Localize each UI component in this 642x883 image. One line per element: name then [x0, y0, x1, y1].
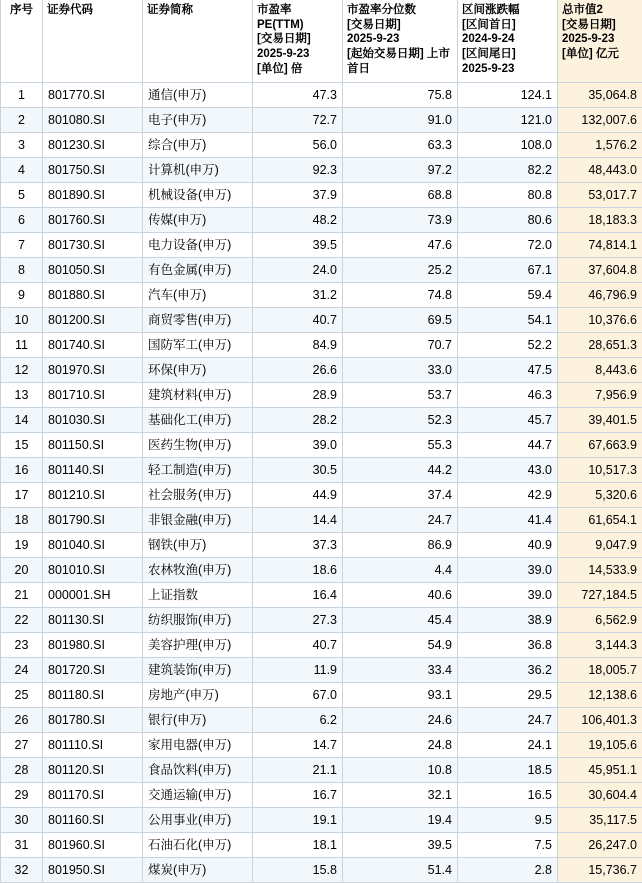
table-cell: 30,604.4	[558, 782, 642, 807]
table-cell: 基础化工(申万)	[143, 407, 253, 432]
table-cell: 15.8	[253, 857, 343, 882]
table-cell: 47.5	[458, 357, 558, 382]
table-cell: 15	[1, 432, 43, 457]
table-row	[1, 107, 642, 132]
table-cell: 46,796.9	[558, 282, 642, 307]
table-cell: 39.0	[253, 432, 343, 457]
table-cell: 67,663.9	[558, 432, 642, 457]
table-cell: 国防军工(申万)	[143, 332, 253, 357]
table-cell: 31.2	[253, 282, 343, 307]
table-cell: 801770.SI	[43, 82, 143, 107]
table-cell: 40.9	[458, 532, 558, 557]
table-cell: 52.2	[458, 332, 558, 357]
table-cell: 61,654.1	[558, 507, 642, 532]
table-cell: 石油石化(申万)	[143, 832, 253, 857]
table-cell: 54.1	[458, 307, 558, 332]
table-cell: 25	[1, 682, 43, 707]
table-cell: 67.0	[253, 682, 343, 707]
table-cell: 97.2	[343, 157, 458, 182]
table-cell: 8,443.6	[558, 357, 642, 382]
table-cell: 35,064.8	[558, 82, 642, 107]
table-cell: 40.6	[343, 582, 458, 607]
table-cell: 银行(申万)	[143, 707, 253, 732]
table-cell: 18.6	[253, 557, 343, 582]
table-cell: 37.9	[253, 182, 343, 207]
table-cell: 121.0	[458, 107, 558, 132]
table-cell: 27	[1, 732, 43, 757]
table-cell: 14.4	[253, 507, 343, 532]
table-cell: 27.3	[253, 607, 343, 632]
table-cell: 9,047.9	[558, 532, 642, 557]
table-cell: 45.4	[343, 607, 458, 632]
table-cell: 环保(申万)	[143, 357, 253, 382]
column-header-pe-percentile: 市盈率分位数 [交易日期] 2025-9-23 [起始交易日期] 上市首日	[343, 0, 458, 82]
table-cell: 80.8	[458, 182, 558, 207]
table-row	[1, 382, 642, 407]
table-cell: 44.9	[253, 482, 343, 507]
table-cell: 48,443.0	[558, 157, 642, 182]
table-row	[1, 432, 642, 457]
table-cell: 钢铁(申万)	[143, 532, 253, 557]
table-cell: 3	[1, 132, 43, 157]
table-cell: 24.7	[458, 707, 558, 732]
table-cell: 31	[1, 832, 43, 857]
table-cell: 39,401.5	[558, 407, 642, 432]
table-cell: 24.1	[458, 732, 558, 757]
table-cell: 综合(申万)	[143, 132, 253, 157]
table-cell: 计算机(申万)	[143, 157, 253, 182]
table-cell: 801110.SI	[43, 732, 143, 757]
table-cell: 801710.SI	[43, 382, 143, 407]
column-header-pe-ttm: 市盈率PE(TTM) [交易日期] 2025-9-23 [单位] 倍	[253, 0, 343, 82]
table-cell: 801790.SI	[43, 507, 143, 532]
table-cell: 801970.SI	[43, 357, 143, 382]
table-cell: 传媒(申万)	[143, 207, 253, 232]
table-cell: 801760.SI	[43, 207, 143, 232]
table-cell: 801230.SI	[43, 132, 143, 157]
table-cell: 公用事业(申万)	[143, 807, 253, 832]
table-cell: 5	[1, 182, 43, 207]
table-cell: 16	[1, 457, 43, 482]
table-cell: 电力设备(申万)	[143, 232, 253, 257]
table-cell: 36.2	[458, 657, 558, 682]
table-cell: 47.3	[253, 82, 343, 107]
table-cell: 13	[1, 382, 43, 407]
table-cell: 2.8	[458, 857, 558, 882]
table-row	[1, 857, 642, 882]
table-cell: 69.5	[343, 307, 458, 332]
table-cell: 72.7	[253, 107, 343, 132]
table-row	[1, 332, 642, 357]
table-cell: 4.4	[343, 557, 458, 582]
table-cell: 40.7	[253, 632, 343, 657]
table-cell: 汽车(申万)	[143, 282, 253, 307]
table-cell: 28	[1, 757, 43, 782]
table-cell: 86.9	[343, 532, 458, 557]
table-cell: 52.3	[343, 407, 458, 432]
table-cell: 18,005.7	[558, 657, 642, 682]
table-cell: 32	[1, 857, 43, 882]
table-cell: 16.4	[253, 582, 343, 607]
table-cell: 6,562.9	[558, 607, 642, 632]
table-cell: 55.3	[343, 432, 458, 457]
table-cell: 72.0	[458, 232, 558, 257]
table-cell: 801950.SI	[43, 857, 143, 882]
table-cell: 10,376.6	[558, 307, 642, 332]
table-cell: 11.9	[253, 657, 343, 682]
table-cell: 46.3	[458, 382, 558, 407]
table-cell: 23	[1, 632, 43, 657]
table-cell: 36.8	[458, 632, 558, 657]
table-cell: 14,533.9	[558, 557, 642, 582]
table-cell: 37.3	[253, 532, 343, 557]
table-cell: 26,247.0	[558, 832, 642, 857]
table-cell: 2	[1, 107, 43, 132]
table-cell: 35,117.5	[558, 807, 642, 832]
table-cell: 10,517.3	[558, 457, 642, 482]
table-cell: 18.5	[458, 757, 558, 782]
table-cell: 801960.SI	[43, 832, 143, 857]
table-cell: 28.2	[253, 407, 343, 432]
table-cell: 45.7	[458, 407, 558, 432]
table-cell: 非银金融(申万)	[143, 507, 253, 532]
table-row	[1, 282, 642, 307]
table-cell: 45,951.1	[558, 757, 642, 782]
table-cell: 29	[1, 782, 43, 807]
table-cell: 12,138.6	[558, 682, 642, 707]
table-cell: 801080.SI	[43, 107, 143, 132]
table-row	[1, 507, 642, 532]
table-cell: 10	[1, 307, 43, 332]
table-cell: 74.8	[343, 282, 458, 307]
table-cell: 38.9	[458, 607, 558, 632]
table-cell: 106,401.3	[558, 707, 642, 732]
table-row	[1, 132, 642, 157]
table-cell: 56.0	[253, 132, 343, 157]
table-cell: 医药生物(申万)	[143, 432, 253, 457]
table-cell: 社会服务(申万)	[143, 482, 253, 507]
column-header-index: 序号	[1, 0, 43, 82]
table-cell: 801210.SI	[43, 482, 143, 507]
table-cell: 7	[1, 232, 43, 257]
table-cell: 63.3	[343, 132, 458, 157]
table-cell: 11	[1, 332, 43, 357]
table-cell: 24	[1, 657, 43, 682]
table-cell: 19.4	[343, 807, 458, 832]
table-cell: 24.7	[343, 507, 458, 532]
table-cell: 30.5	[253, 457, 343, 482]
table-cell: 16.5	[458, 782, 558, 807]
table-cell: 28.9	[253, 382, 343, 407]
column-header-name: 证券简称	[143, 0, 253, 82]
table-cell: 7.5	[458, 832, 558, 857]
table-cell: 84.9	[253, 332, 343, 357]
table-cell: 食品饮料(申万)	[143, 757, 253, 782]
column-header-market-value: 总市值2 [交易日期] 2025-9-23 [单位] 亿元	[558, 0, 642, 82]
table-cell: 9.5	[458, 807, 558, 832]
table-cell: 4	[1, 157, 43, 182]
table-cell: 82.2	[458, 157, 558, 182]
table-cell: 24.8	[343, 732, 458, 757]
table-cell: 37.4	[343, 482, 458, 507]
table-cell: 30	[1, 807, 43, 832]
table-cell: 21.1	[253, 757, 343, 782]
table-cell: 美容护理(申万)	[143, 632, 253, 657]
table-header-row	[1, 0, 642, 82]
table-cell: 801130.SI	[43, 607, 143, 632]
table-cell: 801880.SI	[43, 282, 143, 307]
table-cell: 有色金属(申万)	[143, 257, 253, 282]
table-cell: 801750.SI	[43, 157, 143, 182]
table-cell: 801720.SI	[43, 657, 143, 682]
table-row	[1, 307, 642, 332]
table-cell: 28,651.3	[558, 332, 642, 357]
table-cell: 801030.SI	[43, 407, 143, 432]
table-cell: 80.6	[458, 207, 558, 232]
table-cell: 22	[1, 607, 43, 632]
table-row	[1, 632, 642, 657]
table-cell: 电子(申万)	[143, 107, 253, 132]
table-cell: 39.0	[458, 582, 558, 607]
table-cell: 801780.SI	[43, 707, 143, 732]
table-cell: 1,576.2	[558, 132, 642, 157]
table-row	[1, 357, 642, 382]
table-cell: 39.0	[458, 557, 558, 582]
table-cell: 91.0	[343, 107, 458, 132]
table-cell: 59.4	[458, 282, 558, 307]
table-cell: 19	[1, 532, 43, 557]
table-cell: 33.0	[343, 357, 458, 382]
table-cell: 92.3	[253, 157, 343, 182]
table-body	[1, 82, 642, 882]
table-cell: 801040.SI	[43, 532, 143, 557]
table-cell: 801730.SI	[43, 232, 143, 257]
table-cell: 53.7	[343, 382, 458, 407]
table-cell: 000001.SH	[43, 582, 143, 607]
table-cell: 7,956.9	[558, 382, 642, 407]
table-row	[1, 207, 642, 232]
table-cell: 53,017.7	[558, 182, 642, 207]
table-cell: 25.2	[343, 257, 458, 282]
table-row	[1, 157, 642, 182]
table-cell: 26.6	[253, 357, 343, 382]
table-row	[1, 532, 642, 557]
table-cell: 801160.SI	[43, 807, 143, 832]
table-cell: 44.7	[458, 432, 558, 457]
table-cell: 43.0	[458, 457, 558, 482]
table-row	[1, 82, 642, 107]
table-cell: 14	[1, 407, 43, 432]
table-row	[1, 457, 642, 482]
table-row	[1, 257, 642, 282]
table-cell: 轻工制造(申万)	[143, 457, 253, 482]
table-cell: 44.2	[343, 457, 458, 482]
table-cell: 16.7	[253, 782, 343, 807]
table-cell: 108.0	[458, 132, 558, 157]
table-cell: 51.4	[343, 857, 458, 882]
table-cell: 68.8	[343, 182, 458, 207]
table-cell: 801050.SI	[43, 257, 143, 282]
table-cell: 40.7	[253, 307, 343, 332]
table-cell: 801740.SI	[43, 332, 143, 357]
table-cell: 727,184.5	[558, 582, 642, 607]
table-row	[1, 482, 642, 507]
table-row	[1, 707, 642, 732]
table-row	[1, 657, 642, 682]
column-header-range-change: 区间涨跌幅 [区间首日] 2024-9-24 [区间尾日] 2025-9-23	[458, 0, 558, 82]
table-row	[1, 832, 642, 857]
table-cell: 801170.SI	[43, 782, 143, 807]
table-cell: 14.7	[253, 732, 343, 757]
table-cell: 29.5	[458, 682, 558, 707]
table-cell: 33.4	[343, 657, 458, 682]
table-cell: 上证指数	[143, 582, 253, 607]
table-row	[1, 757, 642, 782]
table-row	[1, 182, 642, 207]
table-cell: 124.1	[458, 82, 558, 107]
table-cell: 20	[1, 557, 43, 582]
table-cell: 家用电器(申万)	[143, 732, 253, 757]
table-cell: 32.1	[343, 782, 458, 807]
table-cell: 19,105.6	[558, 732, 642, 757]
table-cell: 煤炭(申万)	[143, 857, 253, 882]
table-cell: 801150.SI	[43, 432, 143, 457]
table-cell: 41.4	[458, 507, 558, 532]
table-cell: 39.5	[253, 232, 343, 257]
table-cell: 机械设备(申万)	[143, 182, 253, 207]
table-cell: 801200.SI	[43, 307, 143, 332]
table-row	[1, 807, 642, 832]
table-cell: 54.9	[343, 632, 458, 657]
table-cell: 1	[1, 82, 43, 107]
table-cell: 通信(申万)	[143, 82, 253, 107]
table-cell: 24.6	[343, 707, 458, 732]
table-cell: 48.2	[253, 207, 343, 232]
table-row	[1, 557, 642, 582]
table-row	[1, 407, 642, 432]
column-header-code: 证券代码	[43, 0, 143, 82]
table-row	[1, 682, 642, 707]
table-cell: 42.9	[458, 482, 558, 507]
table-cell: 24.0	[253, 257, 343, 282]
table-cell: 15,736.7	[558, 857, 642, 882]
table-cell: 10.8	[343, 757, 458, 782]
table-cell: 75.8	[343, 82, 458, 107]
table-cell: 6.2	[253, 707, 343, 732]
table-cell: 74,814.1	[558, 232, 642, 257]
table-cell: 17	[1, 482, 43, 507]
table-cell: 18,183.3	[558, 207, 642, 232]
table-cell: 房地产(申万)	[143, 682, 253, 707]
table-cell: 19.1	[253, 807, 343, 832]
table-cell: 132,007.6	[558, 107, 642, 132]
table-cell: 37,604.8	[558, 257, 642, 282]
table-cell: 39.5	[343, 832, 458, 857]
table-cell: 18	[1, 507, 43, 532]
table-cell: 801120.SI	[43, 757, 143, 782]
table-cell: 交通运输(申万)	[143, 782, 253, 807]
table-cell: 70.7	[343, 332, 458, 357]
table-cell: 12	[1, 357, 43, 382]
table-cell: 建筑装饰(申万)	[143, 657, 253, 682]
table-cell: 纺织服饰(申万)	[143, 607, 253, 632]
table-cell: 商贸零售(申万)	[143, 307, 253, 332]
table-cell: 8	[1, 257, 43, 282]
table-cell: 801140.SI	[43, 457, 143, 482]
table-cell: 801180.SI	[43, 682, 143, 707]
table-row	[1, 732, 642, 757]
table-cell: 47.6	[343, 232, 458, 257]
table-cell: 67.1	[458, 257, 558, 282]
table-cell: 801890.SI	[43, 182, 143, 207]
table-cell: 6	[1, 207, 43, 232]
table-cell: 73.9	[343, 207, 458, 232]
table-cell: 9	[1, 282, 43, 307]
table-row	[1, 232, 642, 257]
table-row	[1, 607, 642, 632]
table-cell: 21	[1, 582, 43, 607]
table-cell: 18.1	[253, 832, 343, 857]
table-row	[1, 582, 642, 607]
table-cell: 3,144.3	[558, 632, 642, 657]
table-cell: 801010.SI	[43, 557, 143, 582]
table-cell: 5,320.6	[558, 482, 642, 507]
table-cell: 农林牧渔(申万)	[143, 557, 253, 582]
table-cell: 93.1	[343, 682, 458, 707]
table-cell: 801980.SI	[43, 632, 143, 657]
table-cell: 26	[1, 707, 43, 732]
table-cell: 建筑材料(申万)	[143, 382, 253, 407]
